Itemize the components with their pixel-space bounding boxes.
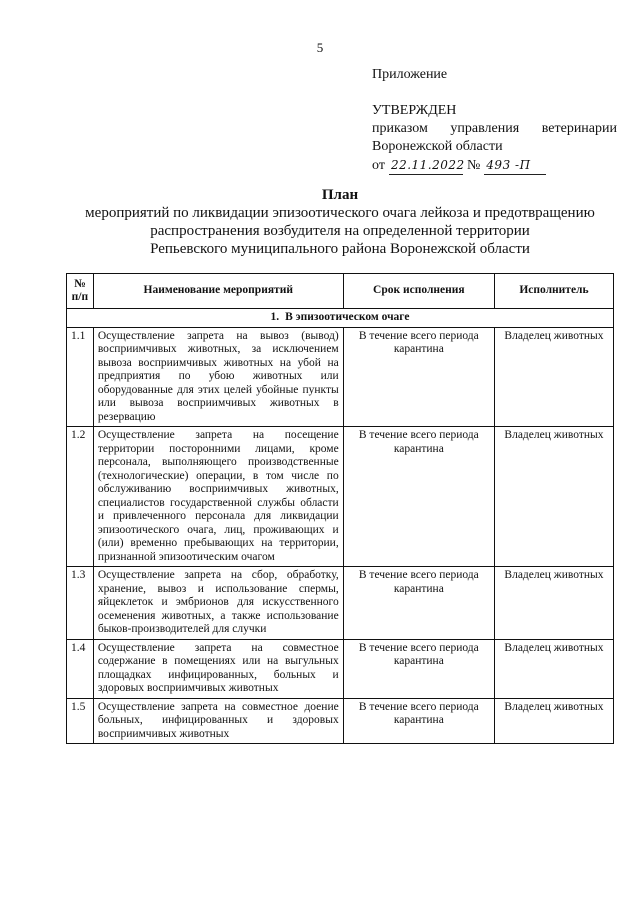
row-name: Осуществление запрета на посещение территории посторонними лицами, кроме персонала, выполняющего производственные (технологические) операции, в том числе по обслуживанию восприимчивых животных, специалистов государственной службы области и привлеченного персонала для ликвидации эпизоотического очага, лиц, проживающих и (или) временно пребывающих на территории, признанной эпизоотическим очагом xyxy=(93,427,343,567)
row-term: В течение всего периода карантина xyxy=(343,639,494,698)
handwritten-number: 493 -П xyxy=(484,156,546,175)
row-term: В течение всего периода карантина xyxy=(343,567,494,640)
row-executor: Владелец животных xyxy=(494,567,613,640)
section-title-cell xyxy=(67,309,614,328)
table-header-row xyxy=(67,274,614,309)
region-line: Воронежской области xyxy=(372,139,503,154)
header-num: № п/п xyxy=(67,274,94,309)
section-number: 1. xyxy=(270,311,280,323)
header-name: Наименование мероприятий xyxy=(93,274,343,309)
document-title xyxy=(40,186,640,258)
row-num: 1.4 xyxy=(67,639,94,698)
row-executor: Владелец животных xyxy=(494,698,613,744)
section-row xyxy=(67,309,614,328)
approval-block xyxy=(372,66,617,175)
header-executor: Исполнитель xyxy=(494,274,613,309)
row-executor: Владелец животных xyxy=(494,427,613,567)
row-executor: Владелец животных xyxy=(494,639,613,698)
appendix-label: Приложение xyxy=(372,67,448,82)
from-label: от xyxy=(372,158,385,173)
table-row xyxy=(67,327,614,427)
row-num: 1.2 xyxy=(67,427,94,567)
table-row xyxy=(67,567,614,640)
row-num: 1.3 xyxy=(67,567,94,640)
page-number: 5 xyxy=(316,40,324,55)
title-line-3: Репьевского муниципального района Воронежской области xyxy=(150,241,530,257)
order-line: приказом управления ветеринарии xyxy=(372,121,617,136)
table-row xyxy=(67,639,614,698)
title-main: План xyxy=(321,187,359,203)
number-label: № xyxy=(466,158,481,173)
row-term: В течение всего периода карантина xyxy=(343,327,494,427)
row-num: 1.1 xyxy=(67,327,94,427)
row-term: В течение всего периода карантина xyxy=(343,698,494,744)
row-num: 1.5 xyxy=(67,698,94,744)
plan-table xyxy=(66,273,614,744)
order-date-line xyxy=(372,156,617,175)
approved-label: УТВЕРЖДЕН xyxy=(372,103,457,118)
row-term: В течение всего периода карантина xyxy=(343,427,494,567)
title-line-2: распространения возбудителя на определенной территории xyxy=(150,223,530,239)
row-name: Осуществление запрета на вывоз (вывод) восприимчивых животных, за исключением вывоза восприимчивых животных на убой на предприятия по убою животных или оборудованные для этих целей убойные пункты или вывоза восприимчивых животных в резервацию xyxy=(93,327,343,427)
row-name: Осуществление запрета на сбор, обработку, хранение, вывоз и использование спермы, яйцеклеток и эмбрионов для искусственного осеменения животных, а также использование быков-производителей для случки xyxy=(93,567,343,640)
header-term: Срок исполнения xyxy=(343,274,494,309)
row-name: Осуществление запрета на совместное доение больных, инфицированных и здоровых восприимчивых животных xyxy=(93,698,343,744)
title-line-1: мероприятий по ликвидации эпизоотического очага лейкоза и предотвращению xyxy=(85,205,595,221)
table-row xyxy=(67,427,614,567)
section-title: В эпизоотическом очаге xyxy=(285,311,410,323)
row-executor: Владелец животных xyxy=(494,327,613,427)
row-name: Осуществление запрета на совместное содержание в помещениях или на выгульных площадках инфицированных, больных и здоровых восприимчивых животных xyxy=(93,639,343,698)
handwritten-date: 22.11.2022 xyxy=(389,156,463,175)
table-row xyxy=(67,698,614,744)
